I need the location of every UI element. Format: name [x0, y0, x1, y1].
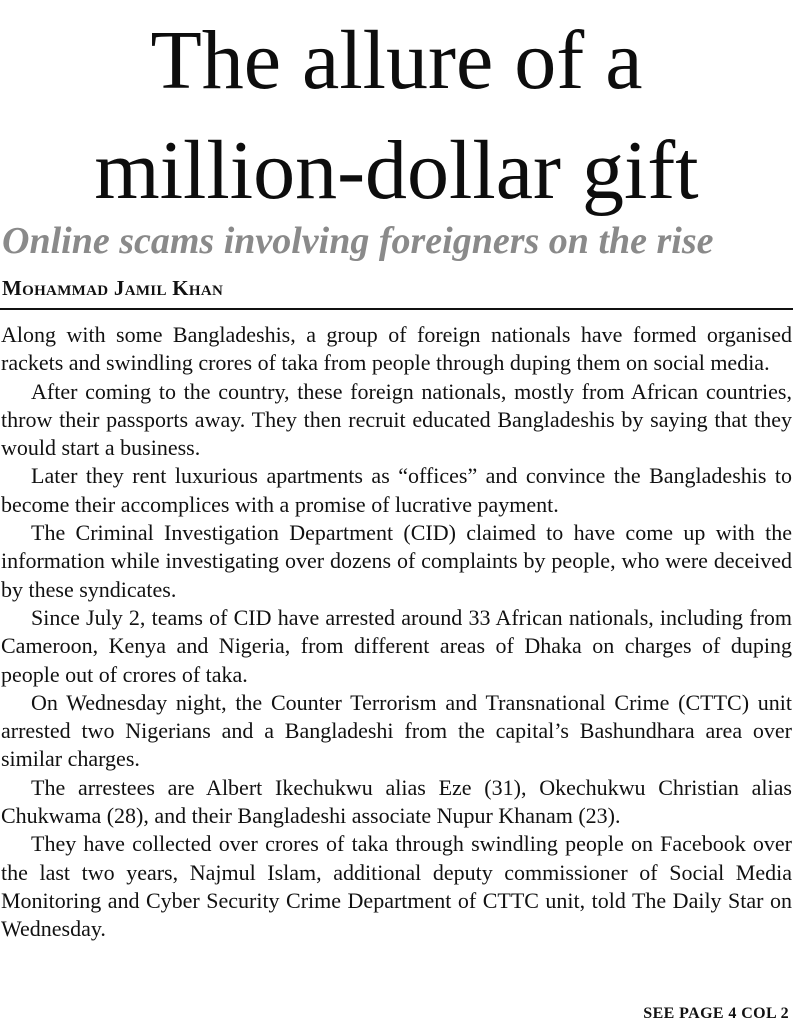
byline: Mohammad Jamil Khan — [2, 276, 224, 300]
headline-line-2: million-dollar gift — [94, 124, 699, 217]
paragraph: The Criminal Investigation Department (CID) claimed to have come up with the information while investigating over dozens of complaints by people, who were deceived by these syndicates. — [1, 520, 792, 602]
paragraph: After coming to the country, these foreign nationals, mostly from African countries, throw their passports away. They then recruit educated Bangladeshis by saying that they would start a business. — [1, 378, 792, 461]
article-body — [1, 321, 792, 944]
subheadline: Online scams involving foreigners on the rise — [2, 220, 714, 262]
paragraph: On Wednesday night, the Counter Terrorism and Transnational Crime (CTTC) unit arrested two Nigerians and a Bangladeshi from the capital’s Bashundhara area over similar charges. — [1, 689, 792, 772]
paragraph: The arrestees are Albert Ikechukwu alias Eze (31), Okechukwu Christian alias Chukwama (28), and their Bangladeshi associate Nupur Khanam (23). — [1, 774, 792, 829]
paragraph: Since July 2, teams of CID have arrested around 33 African nationals, including from Cameroon, Kenya and Nigeria, from different areas of Dhaka on charges of duping people out of crores of taka. — [1, 604, 792, 687]
paragraph: Along with some Bangladeshis, a group of foreign nationals have formed organised rackets and swindling crores of taka from people through duping them on social media. — [1, 322, 792, 376]
byline-divider — [0, 308, 793, 310]
continuation-jump-line: SEE PAGE 4 COL 2 — [643, 1005, 789, 1022]
paragraph: They have collected over crores of taka through swindling people on Facebook over the last two years, Najmul Islam, additional deputy commissioner of Social Media Monitoring and Cyber Security Crime Department of CTTC unit, told The Daily Star on Wednesday. — [1, 831, 792, 942]
headline-line-1: The allure of a — [150, 14, 643, 107]
headline — [0, 6, 793, 226]
paragraph: Later they rent luxurious apartments as “offices” and convince the Bangladeshis to become their accomplices with a promise of lucrative payment. — [1, 463, 792, 517]
